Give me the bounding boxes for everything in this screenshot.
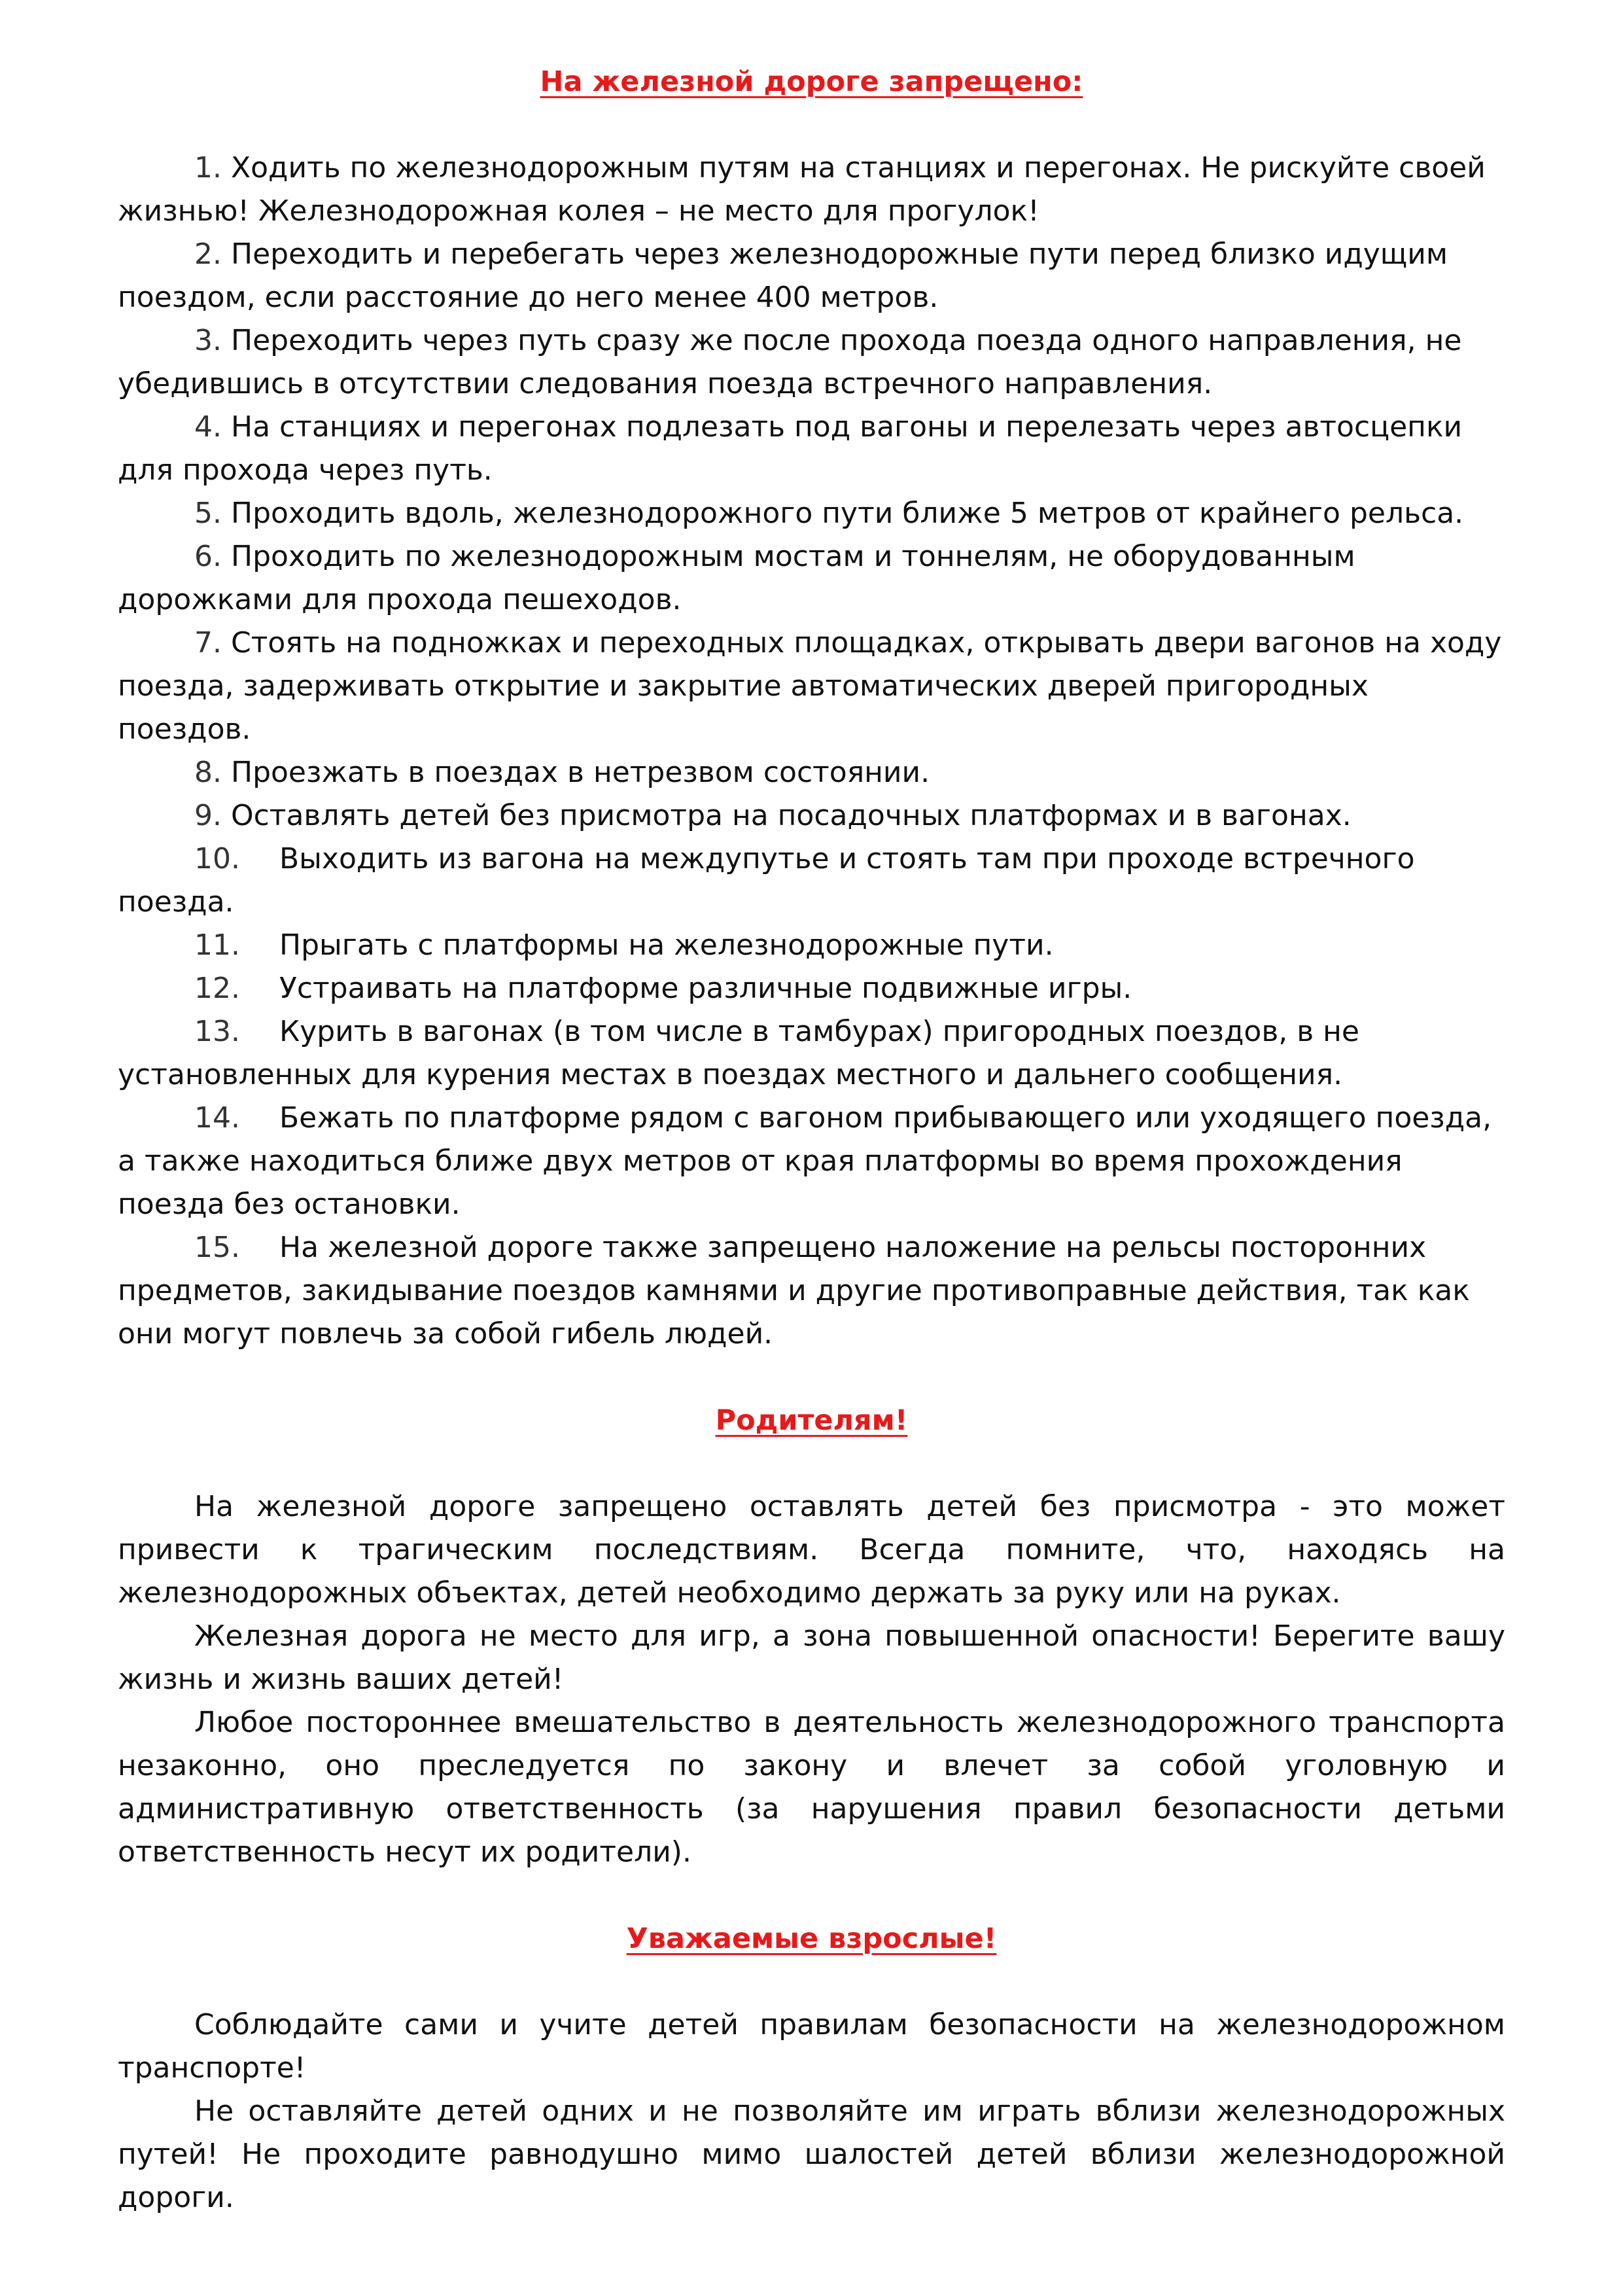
rule-number: 5.	[194, 497, 222, 530]
rule-item	[118, 924, 1505, 967]
rule-item	[118, 406, 1505, 492]
rule-text: Ходить по железнодорожным путям на станциях и перегонах. Не рискуйте своей жизнью! Железнодорожная колея – не место для прогулок!	[118, 151, 1486, 228]
rule-text: Переходить через путь сразу же после прохода поезда одного направления, не убедившись в отсутствии следования поезда встречного направления.	[118, 324, 1462, 400]
rule-item	[118, 233, 1505, 319]
rule-number: 14.	[194, 1101, 240, 1135]
rule-number: 11.	[194, 928, 240, 962]
rule-item	[118, 794, 1505, 838]
rule-text: Переходить и перебегать через железнодорожные пути перед близко идущим поездом, если расстояние до него менее 400 метров.	[118, 238, 1448, 314]
rule-text: Устраивать на платформе различные подвижные игры.	[279, 972, 1132, 1005]
rule-number: 10.	[194, 842, 240, 875]
rule-number: 15.	[194, 1231, 240, 1264]
rule-text: На железной дороге также запрещено наложение на рельсы посторонних предметов, закидывание поездов камнями и другие противоправные действия, так как они могут повлечь за собой гибель людей.	[118, 1231, 1470, 1351]
rule-item	[118, 1226, 1505, 1356]
rule-item	[118, 838, 1505, 924]
parents-paragraph: Любое постороннее вмешательство в деятельность железнодорожного транспорта незаконно, оно преследуется по закону и влечет за собой уголовную и административную ответственность (за нарушения правил безопасности детьми ответственность несут их родители).	[118, 1706, 1505, 1869]
rule-text: На станциях и перегонах подлезать под вагоны и перелезать через автосцепки для прохода через путь.	[118, 410, 1463, 487]
rule-text: Стоять на подножках и переходных площадках, открывать двери вагонов на ходу поезда, задерживать открытие и закрытие автоматических дверей пригородных поездов.	[118, 626, 1502, 746]
rule-text: Оставлять детей без присмотра на посадочных платформах и в вагонах.	[230, 799, 1352, 832]
rule-text: Проходить вдоль, железнодорожного пути ближе 5 метров от крайнего рельса.	[230, 497, 1464, 530]
rules-list	[118, 147, 1505, 1356]
rule-number: 8.	[194, 756, 222, 789]
heading-prohibited: На железной дороге запрещено:	[540, 65, 1083, 98]
rule-text: Прыгать с платформы на железнодорожные пути.	[279, 928, 1054, 962]
rule-text: Выходить из вагона на междупутье и стоять там при проходе встречного поезда.	[118, 842, 1415, 919]
heading-adults: Уважаемые взрослые!	[626, 1922, 997, 1955]
rule-text: Проезжать в поездах в нетрезвом состоянии.	[230, 756, 930, 789]
rule-item	[118, 622, 1505, 751]
rule-item	[118, 1010, 1505, 1097]
rule-text: Бежать по платформе рядом с вагоном прибывающего или уходящего поезда, а также находиться ближе двух метров от края платформы во время прохождения поезда без остановки.	[118, 1101, 1492, 1221]
rule-item	[118, 535, 1505, 622]
rule-number: 13.	[194, 1015, 240, 1048]
rule-number: 6.	[194, 540, 222, 573]
rule-item	[118, 492, 1505, 535]
rule-item	[118, 751, 1505, 794]
rule-item	[118, 967, 1505, 1010]
adults-paragraph: Соблюдайте сами и учите детей правилам безопасности на железнодорожном транспорте!	[118, 2008, 1505, 2085]
rule-number: 1.	[194, 151, 222, 185]
rule-item	[118, 1097, 1505, 1226]
heading-parents: Родителям!	[715, 1404, 908, 1437]
rule-number: 9.	[194, 799, 222, 832]
rule-number: 3.	[194, 324, 222, 357]
parents-paragraph: Железная дорога не место для игр, а зона повышенной опасности! Берегите вашу жизнь и жизнь ваших детей!	[118, 1619, 1505, 1696]
parents-paragraph: На железной дороге запрещено оставлять детей без присмотра - это может привести к трагическим последствиям. Всегда помните, что, находясь на железнодорожных объектах, детей необходимо держать за руку или на руках.	[118, 1490, 1505, 1610]
rule-number: 2.	[194, 238, 222, 271]
adults-paragraph: Не оставляйте детей одних и не позволяйте им играть вблизи железнодорожных путей! Не проходите равнодушно мимо шалостей детей вблизи железнодорожной дороги.	[118, 2094, 1505, 2214]
rule-number: 7.	[194, 626, 222, 660]
rule-number: 4.	[194, 410, 222, 444]
rule-text: Курить в вагонах (в том числе в тамбурах) пригородных поездов, в не установленных для курения местах в поездах местного и дальнего сообщения.	[118, 1015, 1359, 1091]
rule-text: Проходить по железнодорожным мостам и тоннелям, не оборудованным дорожками для прохода пешеходов.	[118, 540, 1355, 616]
rule-item	[118, 319, 1505, 406]
rule-number: 12.	[194, 972, 240, 1005]
rule-item	[118, 147, 1505, 233]
